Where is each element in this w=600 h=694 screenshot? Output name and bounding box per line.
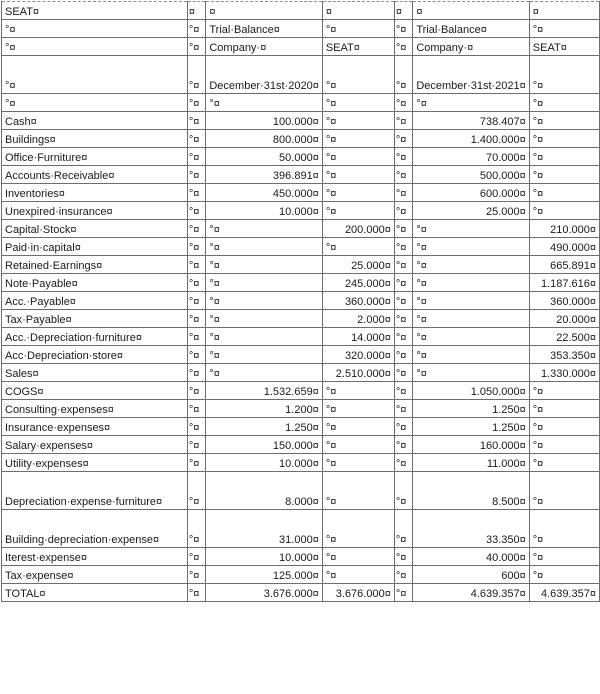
spacer-cell: °¤ <box>187 310 206 328</box>
trial-balance-2021-credit-cell: °¤ <box>529 166 599 184</box>
spacer-cell: °¤ <box>187 418 206 436</box>
spacer-cell: °¤ <box>187 184 206 202</box>
account-cell: Utility·expenses¤ <box>2 454 188 472</box>
trial-balance-2020-credit-cell: 245.000¤ <box>322 274 394 292</box>
account-cell: Iterest·expense¤ <box>2 548 188 566</box>
table-row <box>2 148 600 166</box>
spacer-cell: °¤ <box>394 310 413 328</box>
trial-balance-2021-debit-cell: 738.407¤ <box>413 112 529 130</box>
spacer-cell: °¤ <box>187 202 206 220</box>
table-row <box>2 548 600 566</box>
trial-balance-2020-debit-cell: 396.891¤ <box>206 166 322 184</box>
header-account-cell: SEAT¤ <box>2 2 188 20</box>
table-row <box>2 510 600 548</box>
account-cell: TOTAL¤ <box>2 584 188 602</box>
trial-balance-2020-debit-cell: °¤ <box>206 256 322 274</box>
table-body <box>2 2 600 602</box>
trial-balance-2020-credit-cell: °¤ <box>322 238 394 256</box>
trial-balance-2020-credit-cell: °¤ <box>322 166 394 184</box>
header-trial-balance-2020-credit-cell: SEAT¤ <box>322 38 394 56</box>
trial-balance-2020-credit-cell: °¤ <box>322 148 394 166</box>
trial-balance-2021-debit-cell: °¤ <box>413 328 529 346</box>
spacer-cell: °¤ <box>394 472 413 510</box>
trial-balance-2020-debit-cell: 100.000¤ <box>206 112 322 130</box>
table-row <box>2 364 600 382</box>
trial-balance-2021-credit-cell: 210.000¤ <box>529 220 599 238</box>
account-cell: Inventories¤ <box>2 184 188 202</box>
header-trial-balance-2020-debit-cell: °¤ <box>206 94 322 112</box>
trial-balance-2020-credit-cell: °¤ <box>322 112 394 130</box>
trial-balance-2021-credit-cell: °¤ <box>529 202 599 220</box>
trial-balance-2020-credit-cell: °¤ <box>322 472 394 510</box>
trial-balance-2020-debit-cell: 50.000¤ <box>206 148 322 166</box>
spacer-cell: °¤ <box>394 328 413 346</box>
header-trial-balance-2020-debit-cell: Trial·Balance¤ <box>206 20 322 38</box>
trial-balance-2021-debit-cell: 600¤ <box>413 566 529 584</box>
trial-balance-2020-credit-cell: °¤ <box>322 454 394 472</box>
header-spacer-cell: °¤ <box>187 94 206 112</box>
spacer-cell: °¤ <box>187 292 206 310</box>
header-trial-balance-2020-credit-cell: °¤ <box>322 94 394 112</box>
spacer-cell: °¤ <box>187 454 206 472</box>
trial-balance-2021-credit-cell: °¤ <box>529 436 599 454</box>
table-row <box>2 292 600 310</box>
trial-balance-2020-debit-cell: 450.000¤ <box>206 184 322 202</box>
account-cell: Unexpired·insurance¤ <box>2 202 188 220</box>
table-row <box>2 382 600 400</box>
trial-balance-2020-debit-cell: 10.000¤ <box>206 548 322 566</box>
trial-balance-2021-credit-cell: °¤ <box>529 548 599 566</box>
trial-balance-2021-debit-cell: °¤ <box>413 238 529 256</box>
trial-balance-2020-debit-cell: °¤ <box>206 364 322 382</box>
spacer-cell: °¤ <box>394 364 413 382</box>
trial-balance-2021-credit-cell: °¤ <box>529 566 599 584</box>
trial-balance-2021-debit-cell: °¤ <box>413 256 529 274</box>
trial-balance-2020-debit-cell: 1.532.659¤ <box>206 382 322 400</box>
spacer-cell: °¤ <box>187 566 206 584</box>
table-row <box>2 418 600 436</box>
trial-balance-2020-debit-cell: 3.676.000¤ <box>206 584 322 602</box>
spacer-cell: °¤ <box>394 454 413 472</box>
table-row <box>2 436 600 454</box>
spacer-cell: °¤ <box>394 238 413 256</box>
spacer-cell: °¤ <box>187 112 206 130</box>
spacer-cell: °¤ <box>394 584 413 602</box>
header-spacer-cell: ¤ <box>394 2 413 20</box>
account-cell: Paid·in·capital¤ <box>2 238 188 256</box>
spacer-cell: °¤ <box>187 256 206 274</box>
header-trial-balance-2021-debit-cell: Company·¤ <box>413 38 529 56</box>
trial-balance-2020-credit-cell: °¤ <box>322 436 394 454</box>
spacer-cell: °¤ <box>187 166 206 184</box>
table-row <box>2 202 600 220</box>
header-row <box>2 20 600 38</box>
spacer-cell: °¤ <box>394 130 413 148</box>
header-spacer-cell: °¤ <box>394 20 413 38</box>
trial-balance-2021-credit-cell: °¤ <box>529 510 599 548</box>
header-row <box>2 2 600 20</box>
account-cell: Acc·Depreciation·store¤ <box>2 346 188 364</box>
header-trial-balance-2021-debit-cell: ¤ <box>413 2 529 20</box>
trial-balance-2020-credit-cell: °¤ <box>322 202 394 220</box>
spacer-cell: °¤ <box>187 510 206 548</box>
trial-balance-2020-credit-cell: 2.510.000¤ <box>322 364 394 382</box>
table-row <box>2 256 600 274</box>
header-account-cell: °¤ <box>2 20 188 38</box>
spacer-cell: °¤ <box>187 346 206 364</box>
trial-balance-2020-debit-cell: °¤ <box>206 220 322 238</box>
table-row <box>2 238 600 256</box>
account-cell: COGS¤ <box>2 382 188 400</box>
account-cell: Sales¤ <box>2 364 188 382</box>
trial-balance-2020-credit-cell: °¤ <box>322 566 394 584</box>
header-spacer-cell: ¤ <box>187 2 206 20</box>
trial-balance-2020-credit-cell: °¤ <box>322 400 394 418</box>
spacer-cell: °¤ <box>187 436 206 454</box>
table-row <box>2 346 600 364</box>
trial-balance-2020-debit-cell: 125.000¤ <box>206 566 322 584</box>
spacer-cell: °¤ <box>394 220 413 238</box>
trial-balance-2021-credit-cell: 490.000¤ <box>529 238 599 256</box>
trial-balance-2021-debit-cell: 1.250¤ <box>413 418 529 436</box>
table-row <box>2 184 600 202</box>
trial-balance-2021-credit-cell: °¤ <box>529 418 599 436</box>
trial-balance-2021-credit-cell: 665.891¤ <box>529 256 599 274</box>
spacer-cell: °¤ <box>394 148 413 166</box>
header-trial-balance-2020-debit-cell: Company·¤ <box>206 38 322 56</box>
trial-balance-2021-credit-cell: °¤ <box>529 130 599 148</box>
header-account-cell: °¤ <box>2 56 188 94</box>
header-trial-balance-2021-credit-cell: °¤ <box>529 94 599 112</box>
trial-balance-table <box>1 1 600 602</box>
trial-balance-2021-credit-cell: °¤ <box>529 382 599 400</box>
spacer-cell: °¤ <box>187 472 206 510</box>
account-cell: Tax·Payable¤ <box>2 310 188 328</box>
trial-balance-2021-debit-cell: 40.000¤ <box>413 548 529 566</box>
trial-balance-2021-debit-cell: 1.250¤ <box>413 400 529 418</box>
account-cell: Tax·expense¤ <box>2 566 188 584</box>
table-row <box>2 166 600 184</box>
trial-balance-2021-credit-cell: 4.639.357¤ <box>529 584 599 602</box>
trial-balance-2021-credit-cell: °¤ <box>529 112 599 130</box>
trial-balance-2020-credit-cell: 320.000¤ <box>322 346 394 364</box>
header-spacer-cell: °¤ <box>394 56 413 94</box>
trial-balance-2021-debit-cell: °¤ <box>413 292 529 310</box>
table-row <box>2 274 600 292</box>
header-row <box>2 94 600 112</box>
spacer-cell: °¤ <box>187 148 206 166</box>
spacer-cell: °¤ <box>394 292 413 310</box>
account-cell: Accounts·Receivable¤ <box>2 166 188 184</box>
trial-balance-2021-credit-cell: 1.330.000¤ <box>529 364 599 382</box>
trial-balance-2021-debit-cell: 33.350¤ <box>413 510 529 548</box>
spacer-cell: °¤ <box>394 548 413 566</box>
trial-balance-2020-debit-cell: 800.000¤ <box>206 130 322 148</box>
account-cell: Note·Payable¤ <box>2 274 188 292</box>
table-row <box>2 310 600 328</box>
trial-balance-2021-debit-cell: 11.000¤ <box>413 454 529 472</box>
spacer-cell: °¤ <box>187 382 206 400</box>
trial-balance-2020-debit-cell: °¤ <box>206 238 322 256</box>
trial-balance-2021-credit-cell: °¤ <box>529 184 599 202</box>
trial-balance-2020-debit-cell: °¤ <box>206 292 322 310</box>
trial-balance-2020-credit-cell: °¤ <box>322 130 394 148</box>
trial-balance-2021-debit-cell: 1.400.000¤ <box>413 130 529 148</box>
table-row <box>2 472 600 510</box>
trial-balance-2021-debit-cell: °¤ <box>413 220 529 238</box>
header-trial-balance-2020-credit-cell: °¤ <box>322 56 394 94</box>
trial-balance-2021-credit-cell: 1.187.616¤ <box>529 274 599 292</box>
header-spacer-cell: °¤ <box>187 20 206 38</box>
account-cell: Office·Furniture¤ <box>2 148 188 166</box>
spacer-cell: °¤ <box>394 112 413 130</box>
account-cell: Buildings¤ <box>2 130 188 148</box>
trial-balance-2020-credit-cell: 2.000¤ <box>322 310 394 328</box>
spacer-cell: °¤ <box>187 328 206 346</box>
spacer-cell: °¤ <box>394 166 413 184</box>
table-row <box>2 400 600 418</box>
header-account-cell: °¤ <box>2 38 188 56</box>
trial-balance-2021-credit-cell: 22.500¤ <box>529 328 599 346</box>
account-cell: Consulting·expenses¤ <box>2 400 188 418</box>
trial-balance-2020-credit-cell: °¤ <box>322 382 394 400</box>
trial-balance-2021-debit-cell: 8.500¤ <box>413 472 529 510</box>
spacer-cell: °¤ <box>394 510 413 548</box>
spacer-cell: °¤ <box>394 400 413 418</box>
trial-balance-2020-credit-cell: 25.000¤ <box>322 256 394 274</box>
table-row <box>2 328 600 346</box>
header-trial-balance-2021-credit-cell: ¤ <box>529 2 599 20</box>
trial-balance-2020-credit-cell: 14.000¤ <box>322 328 394 346</box>
trial-balance-2020-debit-cell: 1.200¤ <box>206 400 322 418</box>
header-spacer-cell: °¤ <box>394 38 413 56</box>
trial-balance-2021-debit-cell: °¤ <box>413 364 529 382</box>
account-cell: Insurance·expenses¤ <box>2 418 188 436</box>
trial-balance-2020-credit-cell: °¤ <box>322 548 394 566</box>
trial-balance-2020-debit-cell: 31.000¤ <box>206 510 322 548</box>
trial-balance-2021-credit-cell: °¤ <box>529 400 599 418</box>
trial-balance-2021-credit-cell: 360.000¤ <box>529 292 599 310</box>
spacer-cell: °¤ <box>187 548 206 566</box>
spacer-cell: °¤ <box>394 346 413 364</box>
spacer-cell: °¤ <box>394 382 413 400</box>
spacer-cell: °¤ <box>187 274 206 292</box>
header-row <box>2 56 600 94</box>
trial-balance-2020-credit-cell: °¤ <box>322 510 394 548</box>
header-spacer-cell: °¤ <box>394 94 413 112</box>
trial-balance-2020-debit-cell: 1.250¤ <box>206 418 322 436</box>
trial-balance-2021-credit-cell: 353.350¤ <box>529 346 599 364</box>
account-cell: Cash¤ <box>2 112 188 130</box>
trial-balance-2021-debit-cell: °¤ <box>413 346 529 364</box>
trial-balance-2020-debit-cell: °¤ <box>206 310 322 328</box>
header-trial-balance-2021-credit-cell: °¤ <box>529 56 599 94</box>
total-row <box>2 584 600 602</box>
trial-balance-2021-credit-cell: °¤ <box>529 148 599 166</box>
spacer-cell: °¤ <box>187 364 206 382</box>
trial-balance-2021-debit-cell: 4.639.357¤ <box>413 584 529 602</box>
header-account-cell: °¤ <box>2 94 188 112</box>
spacer-cell: °¤ <box>394 436 413 454</box>
header-row <box>2 38 600 56</box>
header-trial-balance-2020-debit-cell: ¤ <box>206 2 322 20</box>
trial-balance-2021-debit-cell: 160.000¤ <box>413 436 529 454</box>
trial-balance-2020-debit-cell: 8.000¤ <box>206 472 322 510</box>
trial-balance-2020-debit-cell: °¤ <box>206 274 322 292</box>
header-trial-balance-2021-credit-cell: °¤ <box>529 20 599 38</box>
header-trial-balance-2021-credit-cell: SEAT¤ <box>529 38 599 56</box>
trial-balance-2020-credit-cell: 200.000¤ <box>322 220 394 238</box>
spacer-cell: °¤ <box>394 256 413 274</box>
trial-balance-2020-credit-cell: °¤ <box>322 418 394 436</box>
trial-balance-2021-credit-cell: 20.000¤ <box>529 310 599 328</box>
spacer-cell: °¤ <box>394 274 413 292</box>
trial-balance-2020-credit-cell: 360.000¤ <box>322 292 394 310</box>
account-cell: Capital·Stock¤ <box>2 220 188 238</box>
trial-balance-2020-debit-cell: 150.000¤ <box>206 436 322 454</box>
header-trial-balance-2021-debit-cell: Trial·Balance¤ <box>413 20 529 38</box>
spacer-cell: °¤ <box>187 584 206 602</box>
header-trial-balance-2021-debit-cell: December·31st·2021¤ <box>413 56 529 94</box>
trial-balance-2020-debit-cell: 10.000¤ <box>206 454 322 472</box>
header-spacer-cell: °¤ <box>187 56 206 94</box>
account-cell: Acc.·Payable¤ <box>2 292 188 310</box>
spacer-cell: °¤ <box>187 130 206 148</box>
trial-balance-2021-debit-cell: 500.000¤ <box>413 166 529 184</box>
trial-balance-2020-credit-cell: 3.676.000¤ <box>322 584 394 602</box>
header-trial-balance-2020-debit-cell: December·31st·2020¤ <box>206 56 322 94</box>
account-cell: Acc.·Depreciation·furniture¤ <box>2 328 188 346</box>
spacer-cell: °¤ <box>187 220 206 238</box>
trial-balance-2021-debit-cell: 70.000¤ <box>413 148 529 166</box>
spacer-cell: °¤ <box>394 184 413 202</box>
trial-balance-2021-debit-cell: 600.000¤ <box>413 184 529 202</box>
table-row <box>2 220 600 238</box>
account-cell: Depreciation·expense·furniture¤ <box>2 472 188 510</box>
trial-balance-2021-debit-cell: 1.050.000¤ <box>413 382 529 400</box>
header-trial-balance-2020-credit-cell: ¤ <box>322 2 394 20</box>
account-cell: Retained·Earnings¤ <box>2 256 188 274</box>
trial-balance-2021-credit-cell: °¤ <box>529 472 599 510</box>
table-row <box>2 112 600 130</box>
spacer-cell: °¤ <box>187 400 206 418</box>
trial-balance-2021-debit-cell: 25.000¤ <box>413 202 529 220</box>
trial-balance-2021-debit-cell: °¤ <box>413 274 529 292</box>
trial-balance-2020-credit-cell: °¤ <box>322 184 394 202</box>
table-row <box>2 454 600 472</box>
spacer-cell: °¤ <box>394 418 413 436</box>
header-trial-balance-2020-credit-cell: °¤ <box>322 20 394 38</box>
trial-balance-2021-credit-cell: °¤ <box>529 454 599 472</box>
header-spacer-cell: °¤ <box>187 38 206 56</box>
trial-balance-2020-debit-cell: °¤ <box>206 346 322 364</box>
table-row <box>2 566 600 584</box>
table-row <box>2 130 600 148</box>
account-cell: Building·depreciation·expense¤ <box>2 510 188 548</box>
trial-balance-2020-debit-cell: °¤ <box>206 328 322 346</box>
trial-balance-2020-debit-cell: 10.000¤ <box>206 202 322 220</box>
spacer-cell: °¤ <box>394 202 413 220</box>
spacer-cell: °¤ <box>187 238 206 256</box>
header-trial-balance-2021-debit-cell: °¤ <box>413 94 529 112</box>
account-cell: Salary·expenses¤ <box>2 436 188 454</box>
trial-balance-2021-debit-cell: °¤ <box>413 310 529 328</box>
spacer-cell: °¤ <box>394 566 413 584</box>
